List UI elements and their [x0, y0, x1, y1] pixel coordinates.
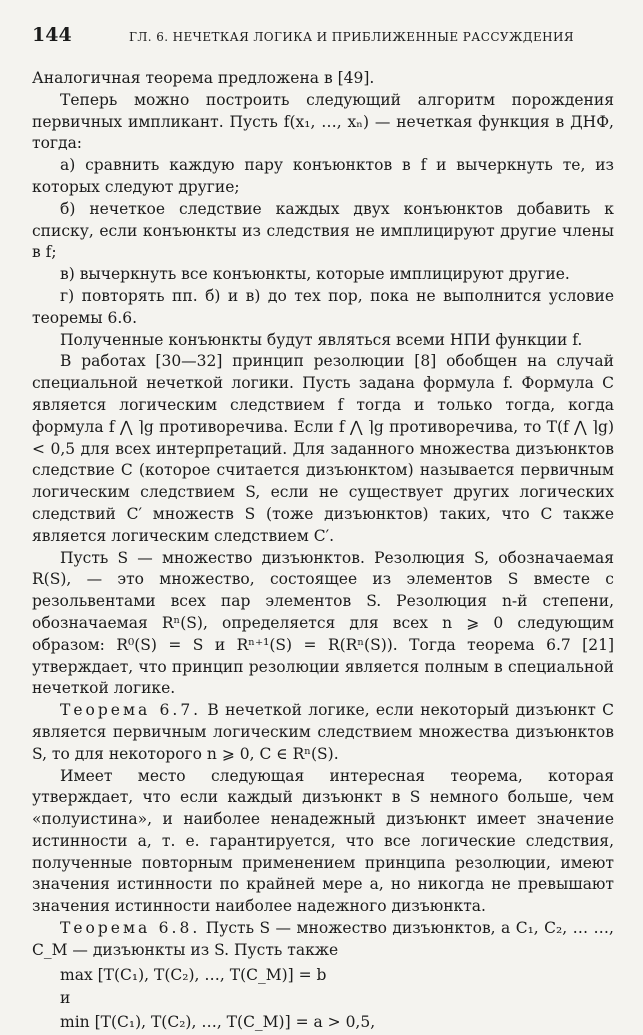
paragraph-set-definition: Пусть S — множество дизъюнктов. Резолюция S, обозначаемая R(S), — это множество, состоящее из элементов S вместе с резольвентами всех пар элементов S. Резолюция n-й степени, обозначаемая Rⁿ(S), определяется для всех n ⩾ 0 следующим образом: R⁰(S) = S и Rⁿ⁺¹(S) = R(Rⁿ(S)). Тогда теорема 6.7 [21] утверждает, что принцип резолюции является полным в специальной нечеткой логике.: [32, 548, 614, 698]
paragraph-conclusion: Полученные конъюнкты будут являться всеми НПИ функции f.: [60, 330, 583, 349]
conjunction-and: и: [60, 988, 71, 1007]
paragraph-interesting-theorem: Имеет место следующая интересная теорема, которая утверждает, что если каждый дизъюнкт в S немного больше, чем «полуистина», и наиболее ненадежный дизъюнкт имеет значение истинности a, т. е. гарантируется, что все логические следствия, полученные повторным применением принципа резолюции, имеют значения истинности по крайней мере a, но никогда не превышают значения истинности наиболее надежного дизъюнкта.: [32, 766, 614, 916]
paragraph-resolution: В работах [30—32] принцип резолюции [8] обобщен на случай специальной нечеткой логики. Пусть задана формула f. Формула C является логическим следствием f тогда и только тогда, когда формула f ⋀ ⌉g противоречива. Если f ⋀ ⌉g противоречива, то T(f ⋀ ⌉g) < 0,5 для всех интерпретаций. Для заданного множества дизъюнктов следствие C (которое считается дизъюнктом) называется первичным логическим следствием S, если не существует других логических следствий C′ множеств S (тоже дизъюнктов) таких, что C также является логическим следствием C′.: [32, 352, 614, 545]
running-head: ГЛ. 6. НЕЧЕТКАЯ ЛОГИКА И ПРИБЛИЖЕННЫЕ РАССУЖДЕНИЯ: [129, 30, 574, 44]
page-header: [32, 24, 615, 52]
theorem-6-8-text: Пусть S — множество дизъюнктов, а C₁, C₂, … …, C_M — дизъюнкты из S. Пусть также: [32, 919, 614, 959]
paragraph-1: Аналогичная теорема предложена в [49].: [32, 69, 375, 87]
page-body: [32, 68, 614, 1035]
formula-max: max [T(C₁), T(C₂), …, T(C_M)] = b: [60, 965, 327, 984]
page-number: 144: [32, 24, 72, 46]
formula-min: min [T(C₁), T(C₂), …, T(C_M)] = a > 0,5,: [60, 1013, 376, 1032]
step-c: в) вычеркнуть все конъюнкты, которые имплицируют другие.: [60, 265, 570, 284]
theorem-6-8: [32, 918, 614, 962]
step-b: б) нечеткое следствие каждых двух конъюнктов добавить к списку, если конъюнкты из следствия не имплицируют другие члены в f;: [32, 199, 614, 262]
theorem-6-7-text: В нечеткой логике, если некоторый дизъюнкт C является первичным логическим следствием множества дизъюнктов S, то для некоторого n ⩾ 0, C ∈ Rⁿ(S).: [32, 701, 614, 763]
theorem-6-7-label: Теорема 6.7.: [60, 701, 202, 720]
theorem-6-8-label: Теорема 6.8.: [60, 919, 201, 938]
paragraph-2: Теперь можно построить следующий алгоритм порождения первичных импликант. Пусть f(x₁, …, xₙ) — нечеткая функция в ДНФ, тогда:: [32, 90, 614, 153]
theorem-6-7: [32, 700, 614, 765]
step-a: а) сравнить каждую пару конъюнктов в f и вычеркнуть те, из которых следуют другие;: [32, 156, 614, 196]
step-d: г) повторять пп. б) и в) до тех пор, пока не выполнится условие теоремы 6.6.: [32, 286, 614, 327]
